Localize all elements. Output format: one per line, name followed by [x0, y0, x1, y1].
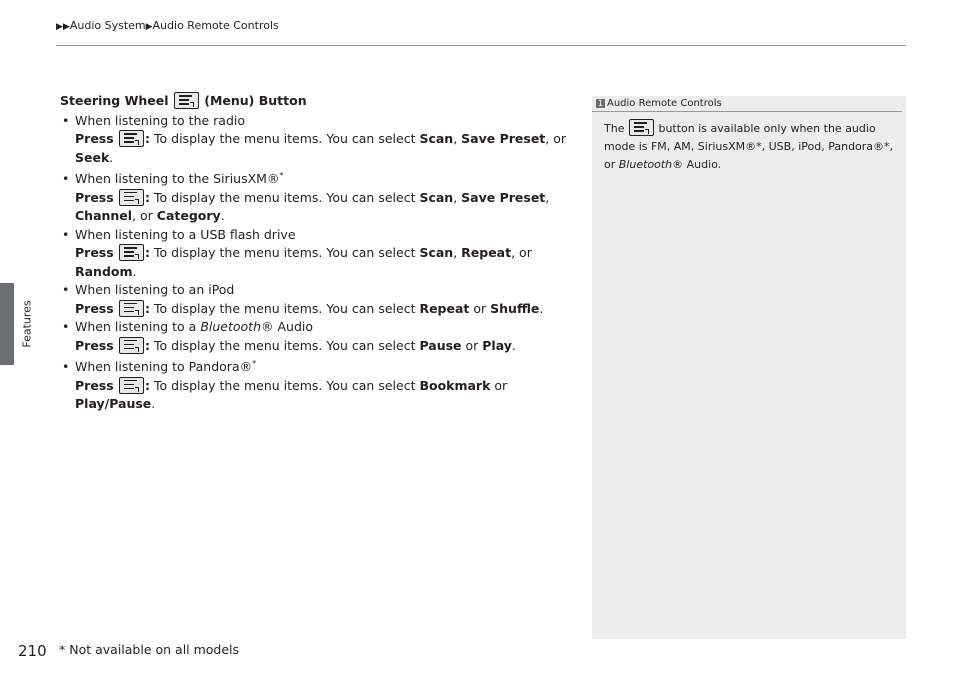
- bullet-label: When listening to a: [75, 319, 201, 335]
- press-instruction: [60, 377, 588, 414]
- option-separator: or: [461, 337, 483, 353]
- menu-button-icon: [174, 92, 199, 109]
- bullet-text: [60, 281, 588, 300]
- press-label: Press: [75, 337, 119, 353]
- breadcrumb-arrow-icon: ▶: [145, 22, 153, 32]
- sentence-end: .: [109, 149, 114, 165]
- press-colon: :: [145, 377, 151, 393]
- breadcrumb-arrow-icon: ▶▶: [56, 22, 70, 32]
- footnote: * Not available on all models: [59, 642, 240, 657]
- bullet-label-suffix: ® Audio: [261, 319, 314, 335]
- option-separator: or: [490, 377, 508, 393]
- menu-button-icon: [629, 119, 654, 136]
- page-number: 210: [18, 642, 47, 660]
- list-item: [60, 167, 588, 226]
- menu-option: Play/Pause: [75, 396, 152, 412]
- menu-button-icon: [119, 244, 144, 261]
- footnote-asterisk: *: [252, 359, 257, 369]
- bullet-label: When listening to Pandora: [75, 359, 240, 375]
- instruction-text: To display the menu items. You can select: [150, 245, 420, 261]
- menu-option: Play: [482, 337, 512, 353]
- option-separator: ,: [453, 189, 462, 205]
- bullet-icon: •: [62, 359, 70, 375]
- press-colon: :: [145, 131, 151, 146]
- menu-option: Channel: [75, 208, 133, 224]
- reference-marker-icon: 1: [597, 98, 604, 108]
- bullet-label: When listening to the SiriusXM: [75, 171, 267, 187]
- menu-option: Save Preset: [461, 131, 546, 146]
- sentence-end: .: [539, 300, 544, 316]
- bullet-text: [60, 318, 588, 337]
- press-label: Press: [75, 131, 119, 146]
- bullet-text: [60, 355, 588, 377]
- bullet-icon: •: [62, 319, 70, 335]
- list-item: [60, 355, 588, 414]
- press-instruction: [60, 130, 588, 167]
- sentence-end: .: [132, 263, 137, 279]
- bullet-icon: •: [62, 112, 70, 128]
- bullet-text: [60, 167, 588, 189]
- option-separator: or: [469, 300, 491, 316]
- press-label: Press: [75, 245, 119, 261]
- menu-option: Random: [75, 263, 133, 279]
- menu-button-icon: [119, 337, 144, 354]
- menu-option: Pause: [419, 337, 462, 353]
- menu-button-icon: [119, 130, 144, 147]
- press-label: Press: [75, 377, 119, 393]
- sidebar-line1-post: button is available only when the audio: [658, 122, 876, 135]
- press-instruction: [60, 189, 588, 226]
- sentence-end: .: [151, 396, 156, 412]
- instruction-text: To display the menu items. You can select: [150, 131, 420, 146]
- menu-button-icon: [119, 300, 144, 317]
- sidebar-line2: mode is FM, AM, SiriusXM®*, USB, iPod, Pandora®*,: [604, 140, 894, 153]
- section-title-suffix: (Menu) Button: [204, 93, 307, 108]
- sidebar-header: [592, 96, 902, 112]
- menu-button-icon: [119, 377, 144, 394]
- instruction-text: To display the menu items. You can select: [150, 337, 420, 353]
- sidebar-body: [592, 112, 906, 174]
- instruction-text: To display the menu items. You can select: [150, 377, 420, 393]
- press-colon: :: [145, 245, 151, 261]
- press-colon: :: [145, 337, 151, 353]
- option-separator: , or: [545, 131, 567, 146]
- bullet-icon: •: [62, 226, 70, 242]
- menu-option: Repeat: [461, 245, 512, 261]
- bullet-label: When listening to the radio: [75, 112, 246, 128]
- sentence-end: .: [220, 208, 225, 224]
- breadcrumb-parent[interactable]: Audio System: [69, 19, 146, 32]
- sentence-end: .: [511, 337, 516, 353]
- menu-option: Scan: [419, 245, 454, 261]
- footnote-asterisk: *: [279, 171, 284, 180]
- menu-button-icon: [119, 189, 144, 206]
- list-item: [60, 318, 588, 355]
- menu-option: Bookmark: [419, 377, 491, 393]
- sidebar-line1-pre: The: [604, 122, 625, 135]
- instruction-text: To display the menu items. You can select: [150, 189, 420, 205]
- instruction-text: To display the menu items. You can select: [150, 300, 420, 316]
- menu-option: Save Preset: [461, 189, 546, 205]
- bullet-text: [60, 112, 588, 131]
- registered-mark: ®: [239, 359, 253, 375]
- sidebar-line3-pre: or: [604, 158, 619, 171]
- registered-mark: ®: [266, 171, 280, 187]
- option-separator: ,: [453, 131, 462, 146]
- section-tab-label: Features: [20, 300, 34, 348]
- menu-option: Repeat: [419, 300, 470, 316]
- header-divider: [56, 45, 906, 46]
- sidebar-line3-italic: Bluetooth: [618, 158, 673, 171]
- bullet-italic: Bluetooth: [200, 319, 261, 335]
- section-title: [60, 92, 588, 111]
- bullet-icon: •: [62, 171, 70, 187]
- sidebar-header-text: Audio Remote Controls: [607, 98, 722, 109]
- bullet-label: When listening to a USB flash drive: [75, 226, 296, 242]
- section-tab-marker: [0, 283, 14, 365]
- breadcrumb-current: Audio Remote Controls: [152, 19, 279, 32]
- bullet-label: When listening to an iPod: [75, 282, 235, 298]
- bullet-text: [60, 226, 588, 245]
- press-label: Press: [75, 189, 119, 205]
- list-item: [60, 281, 588, 318]
- press-colon: :: [145, 189, 151, 205]
- option-separator: , or: [132, 208, 157, 224]
- option-separator: , or: [511, 245, 532, 261]
- press-instruction: [60, 337, 588, 356]
- menu-option: Scan: [419, 131, 454, 146]
- press-colon: :: [145, 300, 151, 316]
- sidebar-note: [592, 96, 906, 639]
- bullet-icon: •: [62, 282, 70, 298]
- option-separator: ,: [453, 245, 462, 261]
- menu-option: Seek: [75, 149, 110, 165]
- main-content: [60, 92, 588, 414]
- list-item: [60, 112, 588, 168]
- sidebar-line3-post: ® Audio.: [672, 158, 722, 171]
- option-separator: ,: [545, 189, 550, 205]
- breadcrumb: [56, 19, 279, 32]
- menu-option: Shuffle: [490, 300, 540, 316]
- menu-option: Category: [156, 208, 221, 224]
- list-item: [60, 226, 588, 282]
- instruction-list: [60, 112, 588, 414]
- press-instruction: [60, 300, 588, 319]
- menu-option: Scan: [419, 189, 454, 205]
- press-label: Press: [75, 300, 119, 316]
- section-title-prefix: Steering Wheel: [60, 93, 169, 108]
- press-instruction: [60, 244, 588, 281]
